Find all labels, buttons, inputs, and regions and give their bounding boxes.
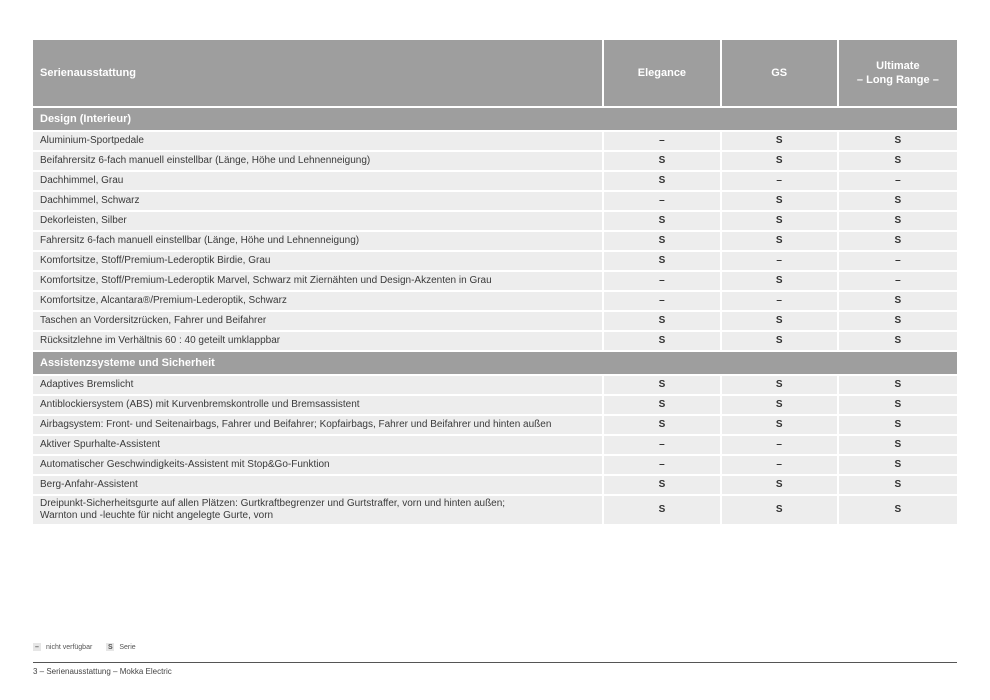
value-cell: S [602, 476, 719, 494]
value-cell: – [602, 192, 719, 210]
feature-cell: Aluminium-Sportpedale [40, 135, 144, 146]
value-cell: S [837, 436, 957, 454]
feature-cell [33, 496, 602, 524]
table-row [33, 332, 957, 350]
header-elegance: Elegance [602, 40, 719, 106]
value-cell: S [837, 132, 957, 150]
table-row [33, 192, 957, 210]
value-cell: S [720, 232, 837, 250]
table-row [33, 292, 957, 310]
value-cell: – [602, 456, 719, 474]
table-row [33, 476, 957, 494]
value-cell: – [837, 252, 957, 270]
table-row [33, 376, 957, 394]
value-cell: S [602, 232, 719, 250]
value-cell: S [602, 172, 719, 190]
value-cell: S [720, 312, 837, 330]
header-gs: GS [720, 40, 837, 106]
table-row [33, 212, 957, 230]
value-cell: S [602, 252, 719, 270]
section-header: Assistenzsysteme und Sicherheit [33, 352, 957, 374]
page-footer: 3 – Serienausstattung – Mokka Electric [33, 667, 172, 676]
feature-cell: Berg-Anfahr-Assistent [40, 479, 138, 490]
table-row [33, 496, 957, 524]
value-cell: S [720, 332, 837, 350]
value-cell: S [837, 292, 957, 310]
value-cell: S [602, 152, 719, 170]
table-row [33, 172, 957, 190]
table-row [33, 132, 957, 150]
value-cell: – [602, 132, 719, 150]
value-cell: – [720, 456, 837, 474]
value-cell: S [720, 192, 837, 210]
feature-cell: Aktiver Spurhalte-Assistent [40, 439, 161, 450]
value-cell: – [720, 172, 837, 190]
feature-cell: Komfortsitze, Alcantara®/Premium-Lederoptik, Schwarz [40, 295, 287, 306]
value-cell: S [602, 376, 719, 394]
header-feature: Serienausstattung [40, 67, 136, 79]
legend-s-label: Serie [119, 643, 136, 651]
value-cell: – [720, 252, 837, 270]
value-cell: S [837, 312, 957, 330]
header-ultimate-line1: Ultimate [876, 60, 920, 72]
footer-divider [33, 662, 957, 663]
value-cell: – [837, 272, 957, 290]
section-header: Design (Interieur) [33, 108, 957, 130]
value-cell: S [720, 132, 837, 150]
value-cell: – [837, 172, 957, 190]
value-cell: S [837, 192, 957, 210]
feature-cell: Rücksitzlehne im Verhältnis 60 : 40 geteilt umklappbar [40, 335, 281, 346]
value-cell: – [720, 436, 837, 454]
feature-cell: Antiblockiersystem (ABS) mit Kurvenbremskontrolle und Bremsassistent [40, 399, 360, 410]
table-row [33, 312, 957, 330]
table-header [33, 40, 957, 106]
value-cell: S [720, 396, 837, 414]
header-ultimate-line2: – Long Range – [856, 74, 939, 86]
feature-cell: Automatischer Geschwindigkeits-Assistent mit Stop&Go-Funktion [40, 459, 330, 470]
feature-cell: Komfortsitze, Stoff/Premium-Lederoptik Birdie, Grau [40, 255, 271, 266]
table-row [33, 396, 957, 414]
feature-line: Warnton und -leuchte für nicht angelegte Gurte, vorn [40, 510, 274, 521]
value-cell: – [720, 292, 837, 310]
feature-cell: Dachhimmel, Schwarz [40, 195, 140, 206]
equipment-table [33, 40, 957, 524]
value-cell: S [602, 416, 719, 434]
value-cell: S [837, 376, 957, 394]
value-cell: S [602, 212, 719, 230]
legend [33, 643, 136, 651]
value-cell: – [602, 436, 719, 454]
legend-dash-label: nicht verfügbar [46, 643, 93, 651]
value-cell: S [837, 456, 957, 474]
feature-cell: Komfortsitze, Stoff/Premium-Lederoptik Marvel, Schwarz mit Ziernähten und Design-Akzenten in Grau [40, 275, 492, 286]
value-cell: S [837, 476, 957, 494]
feature-cell: Airbagsystem: Front- und Seitenairbags, Fahrer und Beifahrer; Kopfairbags, Fahrer und Beifahrer und hinten außen [40, 419, 552, 430]
value-cell: S [837, 332, 957, 350]
legend-s-symbol: S [107, 643, 113, 651]
table-row [33, 252, 957, 270]
value-cell: S [837, 152, 957, 170]
value-cell: S [720, 376, 837, 394]
header-ultimate [837, 40, 957, 106]
feature-line: Dreipunkt-Sicherheitsgurte auf allen Plätzen: Gurtkraftbegrenzer und Gurtstraffer, vorn und hinten außen; [40, 498, 506, 509]
value-cell: S [720, 212, 837, 230]
value-cell: S [837, 416, 957, 434]
value-cell: S [602, 396, 719, 414]
value-cell: S [602, 332, 719, 350]
value-cell: S [720, 272, 837, 290]
feature-cell: Taschen an Vordersitzrücken, Fahrer und Beifahrer [40, 315, 267, 326]
table-row [33, 152, 957, 170]
feature-cell: Beifahrersitz 6-fach manuell einstellbar (Länge, Höhe und Lehnenneigung) [40, 155, 371, 166]
value-cell: S [602, 496, 719, 524]
table-row [33, 272, 957, 290]
value-cell: S [837, 496, 957, 524]
table-row [33, 416, 957, 434]
value-cell: – [602, 272, 719, 290]
feature-cell: Dekorleisten, Silber [40, 215, 127, 226]
value-cell: S [837, 396, 957, 414]
feature-cell: Adaptives Bremslicht [40, 379, 134, 390]
table-row [33, 232, 957, 250]
table-row [33, 436, 957, 454]
feature-cell: Dachhimmel, Grau [40, 175, 124, 186]
table-row [33, 456, 957, 474]
value-cell: S [720, 476, 837, 494]
value-cell: S [837, 232, 957, 250]
value-cell: – [602, 292, 719, 310]
value-cell: S [720, 496, 837, 524]
feature-cell: Fahrersitz 6-fach manuell einstellbar (Länge, Höhe und Lehnenneigung) [40, 235, 360, 246]
legend-dash-symbol: – [33, 643, 41, 651]
value-cell: S [837, 212, 957, 230]
value-cell: S [602, 312, 719, 330]
value-cell: S [720, 152, 837, 170]
value-cell: S [720, 416, 837, 434]
